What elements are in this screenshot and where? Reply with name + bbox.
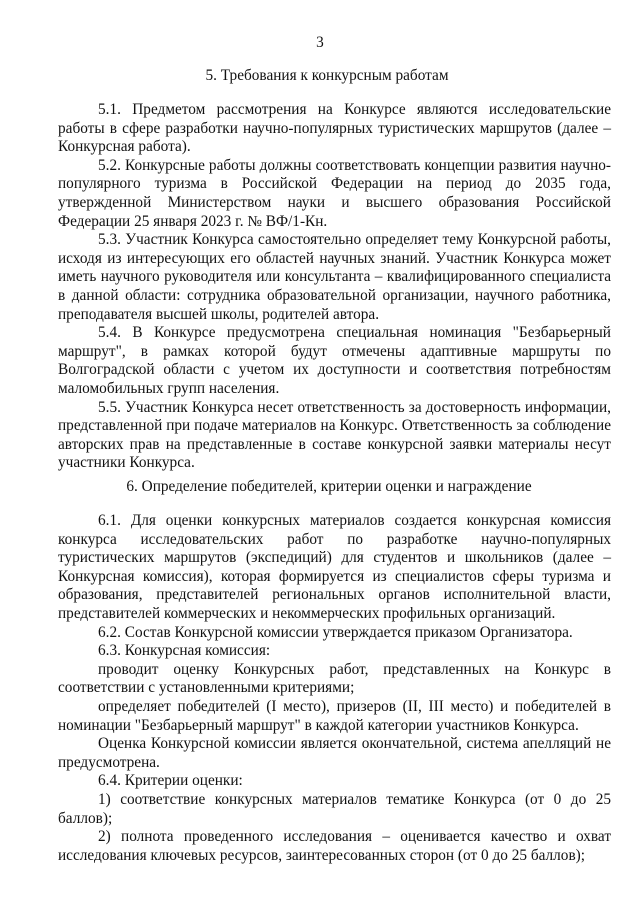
section-6-heading: 6. Определение победителей, критерии оценки и награждение bbox=[126, 478, 532, 495]
criterion-1: 1) соответствие конкурсных материалов тематике Конкурса (от 0 до 25 баллов); bbox=[58, 790, 611, 827]
paragraph-5-2: 5.2. Конкурсные работы должны соответствовать концепции развития научно-популярного туризма в Российской Федерации на период до 2035 года, утвержденной Министерством науки и высшего образования Российской Федерации 25 января 2023 г. № ВФ/1-Кн. bbox=[58, 156, 611, 230]
section-5-body bbox=[58, 101, 611, 473]
paragraph-5-5: 5.5. Участник Конкурса несет ответственность за достоверность информации, представленной при подаче материалов на Конкурс. Ответственность за соблюдение авторских прав на представленные в составе конкурсной заявки материалы несут участники Конкурса. bbox=[58, 398, 611, 472]
paragraph-6-3-item-2: определяет победителей (I место), призеров (II, III место) и победителей в номинации "Безбарьерный маршрут" в каждой категории участников Конкурса. bbox=[58, 697, 611, 734]
paragraph-6-4: 6.4. Критерии оценки: bbox=[98, 772, 243, 790]
paragraph-5-3: 5.3. Участник Конкурса самостоятельно определяет тему Конкурсной работы, исходя из интересующих его областей научных знаний. Участник Конкурса может иметь научного руководителя или консультанта – квалифицированного специалиста в данной области: сотрудника образовательной организации, научного работника, преподавателя высшей школы, родителей автора. bbox=[58, 231, 611, 323]
paragraph-6-3-item-1: проводит оценку Конкурсных работ, представленных на Конкурс в соответствии с установленными критериями; bbox=[58, 660, 611, 697]
section-5-heading: 5. Требования к конкурсным работам bbox=[205, 67, 449, 84]
paragraph-6-2: 6.2. Состав Конкурсной комиссии утверждается приказом Организатора. bbox=[98, 623, 573, 641]
page-number: 3 bbox=[316, 34, 324, 51]
paragraph-5-1: 5.1. Предметом рассмотрения на Конкурсе являются исследовательские работы в сфере разработки научно-популярных туристических маршрутов (далее – Конкурсная работа). bbox=[58, 101, 611, 156]
paragraph-6-3-note: Оценка Конкурсной комиссии является окончательной, система апелляций не предусмотрена. bbox=[58, 735, 611, 771]
criterion-2: 2) полнота проведенного исследования – оценивается качество и охват исследования ключевых ресурсов, заинтересованных сторон (от 0 до 25 баллов); bbox=[58, 828, 611, 864]
paragraph-6-3: 6.3. Конкурсная комиссия: bbox=[98, 642, 271, 660]
paragraph-5-4: 5.4. В Конкурсе предусмотрена специальная номинация "Безбарьерный маршрут", в рамках которой будут отмечены адаптивные маршруты по Волгоградской области с учетом их доступности и соответствия потребностям маломобильных групп населения. bbox=[58, 324, 611, 397]
section-6-body bbox=[58, 512, 611, 865]
paragraph-6-1: 6.1. Для оценки конкурсных материалов создается конкурсная комиссия конкурса исследовательских работ по разработке научно-популярных туристических маршрутов (экспедиций) для студентов и школьников (далее – Конкурсная комиссия), которая формируется из специалистов сферы туризма и образования, представителей региональных органов исполнительной власти, представителей коммерческих и некоммерческих профильных организаций. bbox=[58, 512, 611, 622]
